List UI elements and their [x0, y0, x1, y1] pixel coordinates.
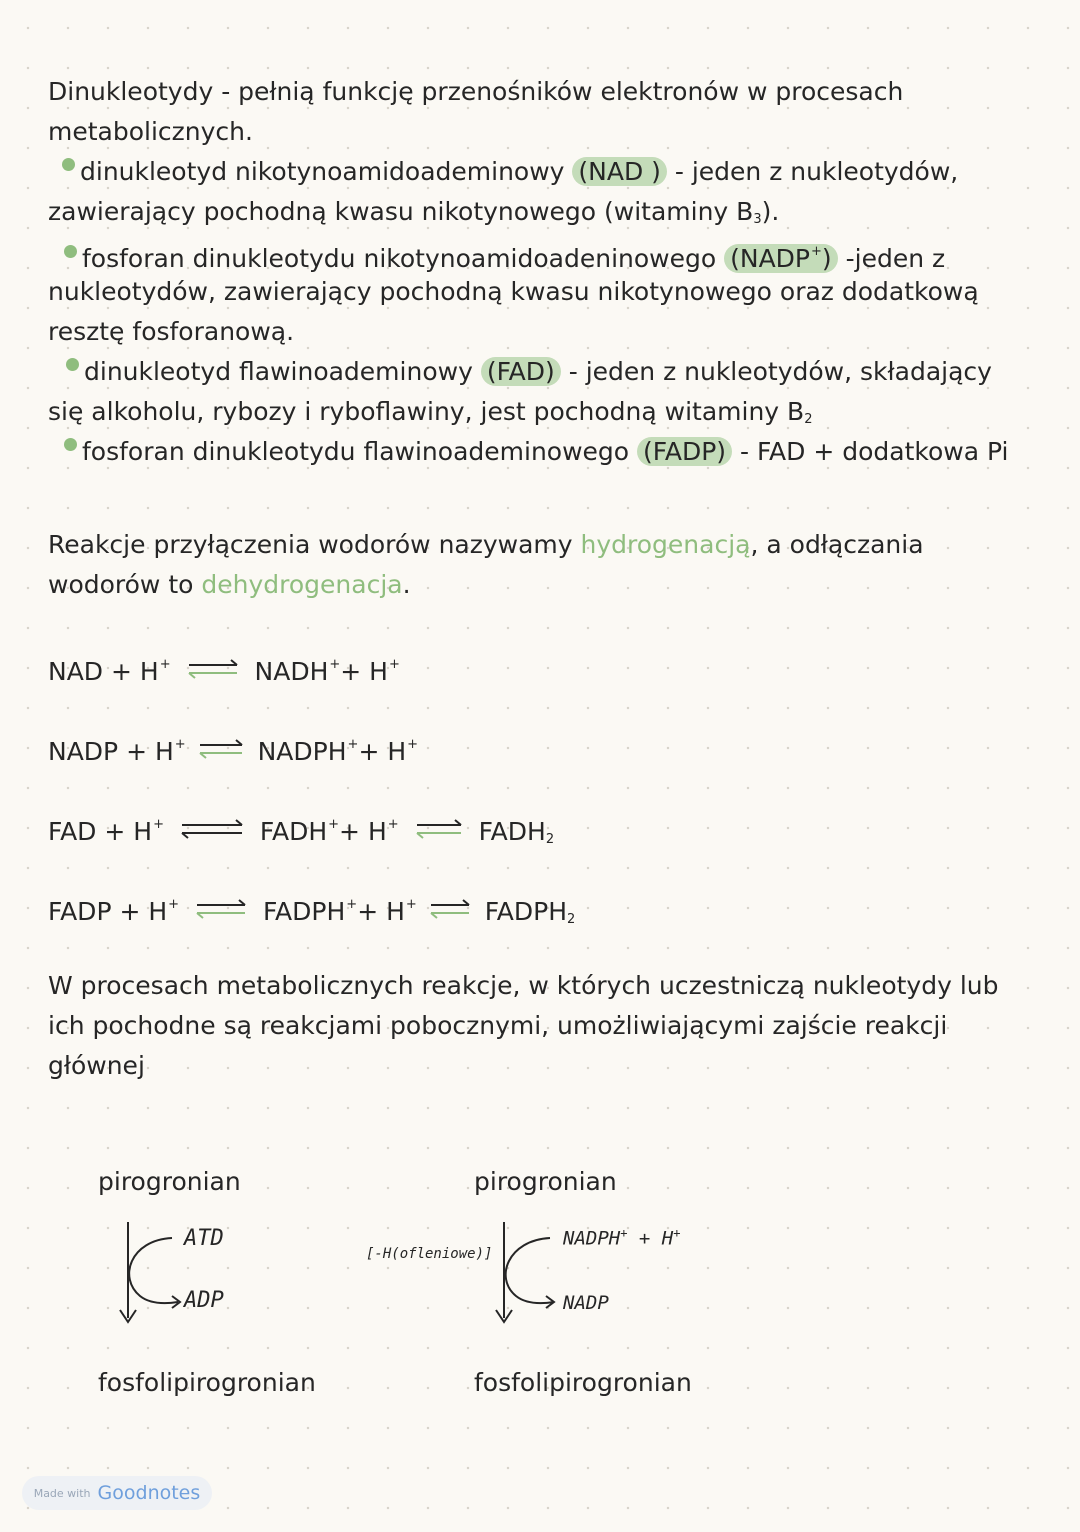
- equilibrium-arrow-icon: [178, 816, 246, 842]
- diagram-left-substrate: pirogronian: [98, 1167, 241, 1196]
- equation-fadp: FADP + H+ FADPH++ H+ $FADPH_2$: [48, 897, 576, 927]
- bullet-nadp: fosforan dinukleotydu nikotynoamidoadeninowego (NADP+) -jeden z: [64, 232, 945, 279]
- highlight-nadp: (NADP+): [724, 244, 838, 273]
- highlight-fadp: (FADP): [637, 437, 732, 466]
- goodnotes-badge: [22, 1476, 212, 1510]
- bullet-nadp-cont-1: nukleotydów, zawierający pochodną kwasu nikotynowego oraz dodatkową: [48, 277, 979, 306]
- equation-nad: NAD + H+ NADH++ H+: [48, 657, 400, 686]
- term-hydrogenacja: hydrogenacją: [580, 530, 751, 559]
- diagram-left-input: ATD: [184, 1226, 224, 1251]
- equilibrium-arrow-icon: [413, 816, 465, 842]
- diagram-left-output: ADP: [184, 1288, 224, 1313]
- bullet-dot-icon: [64, 245, 77, 258]
- equation-nadp: NADP + H+ NADPH++ H+: [48, 737, 419, 766]
- equilibrium-arrow-icon: [196, 736, 246, 762]
- bullet-dot-icon: [64, 438, 77, 451]
- bullet-nad-cont: zawierający pochodną kwasu nikotynowego (witaminy $B_3$).: [48, 197, 780, 227]
- summary-line-1: W procesach metabolicznych reakcje, w których uczestniczą nukleotydy lub: [48, 971, 999, 1000]
- bullet-nadp-cont-2: resztę fosforanową.: [48, 317, 295, 346]
- bullet-fad: dinukleotyd flawinoademinowy (FAD) - jeden z nukleotydów, składający: [66, 352, 992, 392]
- equilibrium-arrow-icon: [185, 656, 241, 682]
- diagram-right-reaction-arrow-icon: [486, 1218, 566, 1338]
- diagram-right-substrate: pirogronian: [474, 1167, 617, 1196]
- equilibrium-arrow-icon: [427, 896, 473, 922]
- hydro-line-2: wodorów to dehydrogenacja.: [48, 570, 411, 599]
- diagram-right-output: NADP: [563, 1292, 609, 1314]
- bullet-fadp: fosforan dinukleotydu flawinoademinowego (FADP) - FAD + dodatkowa Pi: [64, 432, 1008, 472]
- intro-line-1: Dinukleotydy - pełnią funkcję przenośników elektronów w procesach: [48, 77, 904, 106]
- summary-line-3: głównej: [48, 1051, 145, 1080]
- bullet-dot-icon: [66, 358, 79, 371]
- goodnotes-logo: Goodnotes: [97, 1482, 201, 1504]
- equation-fad: FAD + H+ FADH++ H+ $FADH_2$: [48, 817, 555, 847]
- badge-made-with: Made with: [33, 1486, 91, 1500]
- diagram-right-note: [-H(ofleniowe)]: [366, 1246, 493, 1262]
- summary-line-2: ich pochodne są reakcjami pobocznymi, umożliwiającymi zajście reakcji: [48, 1011, 948, 1040]
- hydro-line-1: Reakcje przyłączenia wodorów nazywamy hydrogenacją, a odłączania: [48, 530, 924, 559]
- bullet-nad: dinukleotyd nikotynoamidoademinowy (NAD ) - jeden z nukleotydów,: [62, 152, 958, 192]
- diagram-right-product: fosfolipirogronian: [474, 1368, 692, 1397]
- equilibrium-arrow-icon: [193, 896, 249, 922]
- highlight-fad: (FAD): [481, 357, 561, 386]
- diagram-left-reaction-arrow-icon: [110, 1218, 190, 1338]
- highlight-nad: (NAD ): [572, 157, 667, 186]
- intro-line-2: metabolicznych.: [48, 117, 253, 146]
- diagram-left-product: fosfolipirogronian: [98, 1368, 316, 1397]
- bullet-fad-cont: się alkoholu, rybozy i ryboflawiny, jest pochodną witaminy $B_2$: [48, 397, 813, 427]
- diagram-right-input: NADPH+ + H+: [563, 1226, 681, 1250]
- bullet-dot-icon: [62, 158, 75, 171]
- term-dehydrogenacja: dehydrogenacja: [201, 570, 403, 599]
